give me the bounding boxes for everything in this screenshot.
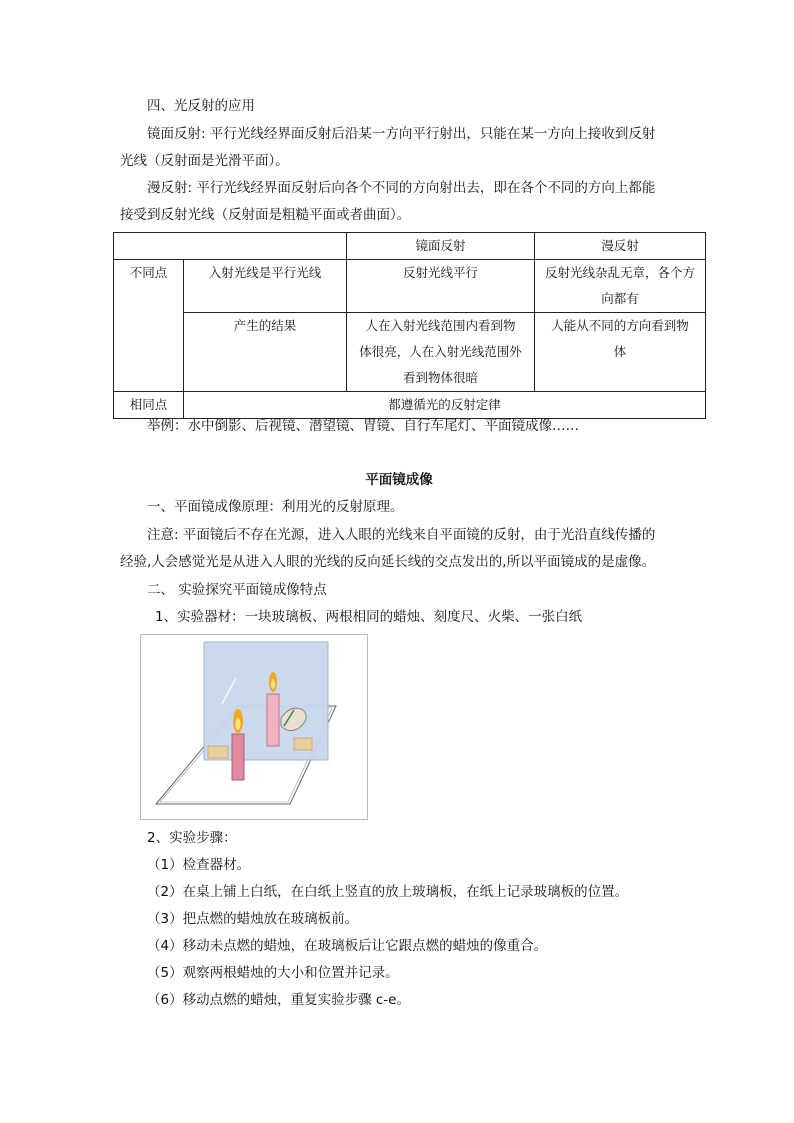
row2-diffuse-line1: 人能从不同的方向看到物: [551, 318, 689, 333]
row2-specular-line2: 体很亮，人在入射光线范围外: [359, 344, 522, 359]
row1-specular: 反射光线平行: [347, 260, 535, 313]
diffuse-definition-line2: 接受到反射光线（反射面是粗糙平面或者曲面）。: [120, 207, 411, 223]
table-header-row: [114, 233, 706, 260]
specular-definition-line2: 光线（反射面是光滑平面）。: [120, 153, 289, 169]
block-left: [208, 746, 228, 758]
note-line1: 注意: 平面镜后不存在光源，进入人眼的光线来自平面镜的反射，由于光沿直线传播的: [147, 527, 656, 543]
principle-line: 一、平面镜成像原理：利用光的反射原理。: [147, 499, 404, 515]
diffuse-definition-line1: 漫反射: 平行光线经界面反射后向各个不同的方向射出去，即在各个不同的方向上都能: [147, 180, 656, 196]
row1-diffuse-line2: 向都有: [601, 291, 639, 306]
note-line2: 经验,人会感觉光是从进入人眼的光线的反向延长线的交点发出的,所以平面镜成的是虚像。: [120, 554, 656, 570]
row2-label: 产生的结果: [184, 313, 347, 392]
diff-label: 不同点: [114, 260, 184, 392]
row2-diffuse: [535, 313, 706, 392]
same-label: 相同点: [114, 392, 184, 419]
block-right: [294, 738, 312, 750]
step-item: （3）把点燃的蜡烛放在玻璃板前。: [147, 911, 359, 927]
step-item: （1）检查器材。: [147, 857, 251, 873]
row2-specular-line3: 看到物体很暗: [402, 370, 478, 385]
flame-lit-core: [236, 718, 241, 730]
section-heading: 四、光反射的应用: [147, 98, 255, 114]
comparison-table: [113, 232, 706, 419]
step-item: （4）移动未点燃的蜡烛，在玻璃板后让它跟点燃的蜡烛的像重合。: [147, 938, 548, 954]
experiment-heading: 二、 实验探究平面镜成像特点: [147, 582, 327, 598]
materials-line: 1、实验器材：一块玻璃板、两根相同的蜡烛、刻度尺、火柴、一张白纸: [155, 609, 583, 625]
steps-heading: 2、实验步骤：: [147, 830, 237, 846]
table-row: [114, 313, 706, 392]
header-specular: 镜面反射: [347, 233, 535, 260]
flame-image-core: [271, 679, 275, 689]
step-item: （6）移动点燃的蜡烛，重复实验步骤 c-e。: [147, 992, 410, 1008]
header-empty-cell: [114, 233, 347, 260]
same-value: 都遵循光的反射定律: [184, 392, 706, 419]
table-row: [114, 392, 706, 419]
candle-lit: [232, 734, 244, 780]
row2-specular: [347, 313, 535, 392]
specular-definition-line1: 镜面反射: 平行光线经界面反射后沿某一方向平行射出，只能在某一方向上接收到反射: [147, 126, 656, 142]
header-diffuse: 漫反射: [535, 233, 706, 260]
page-title: 平面镜成像: [365, 472, 433, 488]
row1-diffuse: [535, 260, 706, 313]
examples-line: 举例：水中倒影、后视镜、潜望镜、胃镜、自行车尾灯、平面镜成像……: [147, 418, 579, 434]
row1-diffuse-line1: 反射光线杂乱无章，各个方: [544, 265, 695, 280]
experiment-illustration: [140, 634, 368, 820]
row2-specular-line1: 人在入射光线范围内看到物: [365, 318, 516, 333]
table-row: [114, 260, 706, 313]
experiment-figure: [140, 634, 368, 820]
step-item: （5）观察两根蜡烛的大小和位置并记录。: [147, 965, 399, 981]
step-item: （2）在桌上铺上白纸，在白纸上竖直的放上玻璃板，在纸上记录玻璃板的位置。: [147, 884, 629, 900]
row2-diffuse-line2: 体: [613, 344, 627, 359]
row1-label: 入射光线是平行光线: [184, 260, 347, 313]
candle-behind-glass: [267, 694, 279, 746]
